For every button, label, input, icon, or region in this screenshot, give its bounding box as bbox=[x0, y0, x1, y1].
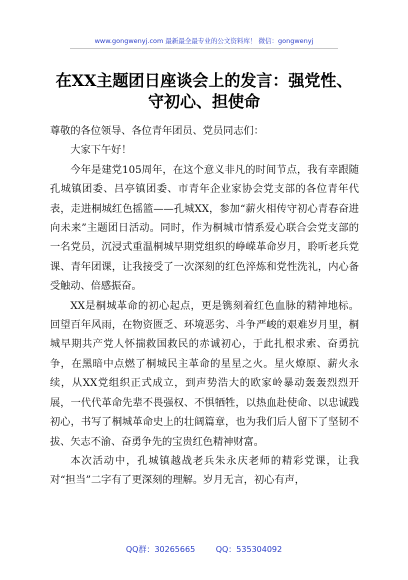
greeting: 大家下午好！ bbox=[70, 145, 132, 157]
header-watermark-text: www.gongwenyj.com 最新最全最专业的公文资料库！ 微信：gongwenyj bbox=[94, 37, 314, 45]
document-title bbox=[40, 70, 368, 112]
paragraph-2: XX是桐城革命的初心起点，更是镌刻着红色血脉的精神地标。回望百年风雨，在物资匮乏、环境恶劣、斗争严峻的艰难岁月里，桐城早期共产党人怀揣救国救民的赤诚初心，于此扎根求索、奋勇抗争，在黑暗中点燃了桐城民主革命的星星之火。星火燎原、薪火永续，从XX党组织正式成立，到声势浩大的欧家岭暴动轰轰烈烈开展，一代代革命先辈不畏强权、不惧牺牲，以热血赴使命、以忠诚践初心，书写了桐城革命史上的壮阔篇章，也为我们后人留下了坚韧不拔、矢志不渝、奋勇争先的宝贵红色精神财富。 bbox=[50, 300, 359, 448]
salutation: 尊敬的各位领导、各位青年团员、党员同志们： bbox=[50, 126, 264, 137]
title-line-2: 守初心、担使命 bbox=[147, 92, 260, 111]
title-line-1: 在XX主题团日座谈会上的发言：强党性、 bbox=[55, 71, 353, 90]
paragraph-3: 本次活动中，孔城镇越战老兵朱永庆老师的精彩党课，让我对“担当”二字有了更深刻的理解。岁月无言，初心有声， bbox=[50, 455, 359, 487]
paragraph-1: 今年是建党105周年，在这个意义非凡的时间节点，我有幸跟随孔城镇团委、吕亭镇团委、市青年企业家协会党支部的各位青年代表，走进桐城红色摇篮——孔城XX，参加“薪火相传守初心青春奋进向未来”主题团日活动。同时，作为桐城市情系爱心联合会党支部的一名党员，沉浸式重温桐城早期党组织的峥嵘革命岁月，聆听老兵党课、青年团课，让我接受了一次深刻的红色淬炼和党性洗礼，内心备受触动、倍感振奋。 bbox=[50, 164, 359, 293]
footer-contact-text: QQ群：30265665 QQ：535304092 bbox=[125, 545, 283, 554]
document-body bbox=[50, 122, 359, 491]
header-divider bbox=[70, 48, 338, 49]
